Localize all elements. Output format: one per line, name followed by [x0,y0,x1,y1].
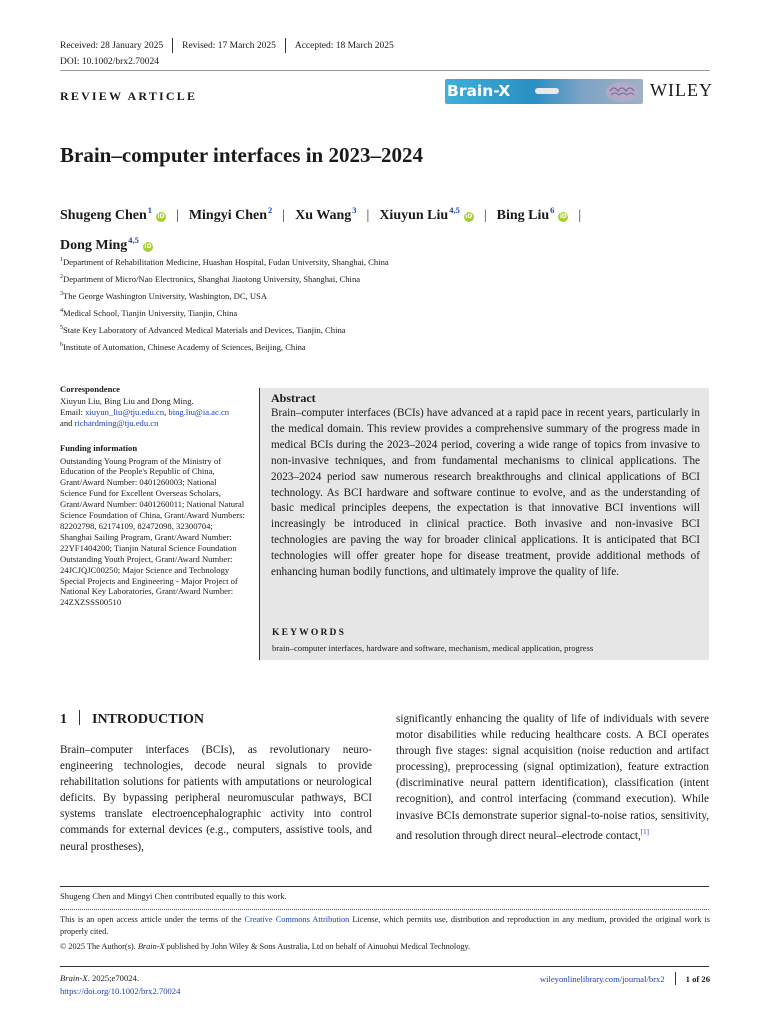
received-date: Received: 28 January 2025 [60,40,164,51]
divider [675,972,676,985]
keywords: brain–computer interfaces, hardware and software, mechanism, medical application, progress [272,643,594,653]
revised-date: Revised: 17 March 2025 [182,40,276,51]
affiliation: $^3$The George Washington University, Washington, DC, USA [60,291,268,301]
author[interactable]: Xiuyun Liu$^{4,5}$iD [379,205,473,223]
footer-citation: Brain-X. 2025;e70024. https://doi.org/10.1002/brx2.70024 [60,973,181,996]
intro-column-left: Brain–computer interfaces (BCIs), as revolutionary neuro-engineering technologies, decode neural signals to provide rehabilitation solutions for patients with amputations or neurological deficits. By bypassing peripheral neuromuscular pathways, BCI systems translate electroencephalographic activity into control commands for external devices (e.g., computers, assistive tools, and neural prostheses), [60,744,372,853]
author[interactable]: Xu Wang$^3$ [295,205,357,223]
orcid-icon[interactable]: iD [157,213,165,220]
orcid-icon[interactable]: iD [559,213,567,220]
copyright-note: © 2025 The Author(s). Brain-X published by John Wiley & Sons Australia, Ltd on behalf of Ainuohui Medical Technology. [60,942,471,951]
funding-text: Outstanding Young Program of the Ministry of Education of the People's Republic of China, Grant/Award Number: 0401260003; National Science Fund for Excellent Overseas Scholars, Grant/Award Number: 0401260011; National Natural Science Foundation of China, Grant/Award Numbers: 82202798, 62174109, 82472098, 32300704; Shanghai Sailing Program, Grant/Award Number: 22YF1404200; Tianjin Natural Science Foundation Outstanding Youth Project, Grant/Award Number: 24JCJQJC00250; Major Science and Technology Special Projects and Engineering - Major Project of National Key Laboratories, Grant/Award Number: 24ZXZSSS00510 [60,455,245,608]
footer-right [440,972,710,985]
affiliation: $^1$Department of Rehabilitation Medicine, Huashan Hospital, Fudan University, Shanghai, China [60,257,389,267]
email-link[interactable]: xiuyun_liu@tju.edu.cn [85,406,165,417]
article-dates [60,38,394,53]
page-number: 1 of 26 [685,973,710,984]
journal-site-link[interactable]: wileyonlinelibrary.com/journal/brx2 [539,973,665,984]
divider [285,38,286,53]
section-heading: 1 INTRODUCTION [60,712,205,727]
brain-icon [600,79,642,104]
license-note: This is an open access article under the terms of the Creative Commons Attribution License, which permits use, distribution and reproduction in any medium, provided the original work is properly cited. [60,915,710,936]
footnote-dotted-rule [60,909,709,910]
author[interactable]: Dong Ming$^{4,5}$iD [60,235,152,253]
funding-heading: Funding information [60,442,138,453]
journal-logo: Brain-X [447,82,511,100]
affiliation: $^5$State Key Laboratory of Advanced Medical Materials and Devices, Tianjin, China [60,325,346,335]
email-link[interactable]: richardming@tju.edu.cn [74,417,159,428]
author-list: Shugeng Chen$^1$iD | Mingyi Chen$^2$ | Xu Wang$^3$ | Xiuyun Liu$^{4,5}$iD | Bing Liu$^6$iD | Dong Ming$^{4,5}$iD [60,205,582,253]
correspondence-names: Xiuyun Liu, Bing Liu and Dong Ming. [60,395,194,406]
affiliation: $^2$Department of Micro/Nao Electronics, Shanghai Jiaotong University, Shanghai, China [60,274,361,284]
orcid-icon[interactable]: iD [144,243,152,250]
article-title: Brain–computer interfaces in 2023–2024 [60,143,423,167]
doi-link[interactable]: https://doi.org/10.1002/brx2.70024 [60,986,181,996]
header-rule [60,70,710,71]
publisher-logo: WILEY [650,80,713,100]
affiliation: $^4$Medical School, Tianjin University, Tianjin, China [60,308,238,318]
author[interactable]: Shugeng Chen$^1$iD [60,205,165,223]
journal-badge [535,88,559,94]
abstract-text: Brain–computer interfaces (BCIs) have advanced at a rapid pace in recent years, particularly in the medical domain. This review provides a comprehensive summary of the progress made in medical BCIs during the 2023–2024 period, covering a wide range of topics from invasive to non-invasive techniques, and from fundamental mechanisms to clinical applications. The 2023–2024 period saw numerous research breakthroughs and clinical applications of BCI technology. As BCI hardware and software continue to evolve, and as the understanding of basic medical principles deepens, the expectation is that innovative BCI inventions will increasingly be introduced in clinical practice. Both invasive and non-invasive BCI technologies are paving the way for broader clinical applications. It is anticipated that BCI technologies will offer greater hope for disease treatment, provide additional methods of enhancing human bodily functions, and ultimately improve the quality of life. [271,407,700,579]
affiliation: $^6$Institute of Automation, Chinese Academy of Sciences, Beijing, China [60,342,306,352]
accepted-date: Accepted: 18 March 2025 [294,40,394,51]
license-link[interactable]: Creative Commons Attribution [244,915,350,924]
author[interactable]: Mingyi Chen$^2$ [188,205,273,223]
sidebar [60,384,245,608]
email-link[interactable]: bing.liu@ia.ac.cn [168,406,230,417]
funding-section [60,443,245,609]
citation-link[interactable]: [1] [640,827,649,836]
intro-column-right: significantly enhancing the quality of life of individuals with severe motor disabilities while reducing healthcare costs. A BCI operates through five stages: signal acquisition (noise reduction and artifact processing), preprocessing (signal optimization), feature extraction (discriminative neural pattern identification), classification (intent recognition), and control interfacing (command execution). While invasive BCIs demonstrate superior signal-to-noise ratios, sensitivity, and resolution through direct neural–electrode contact,[1] [396,713,709,842]
footer-rule [60,966,709,967]
abstract-heading: Abstract [271,391,316,405]
keywords-heading: KEYWORDS [272,628,347,638]
equal-contribution-note: Shugeng Chen and Mingyi Chen contributed equally to this work. [60,891,287,901]
author[interactable]: Bing Liu$^6$iD [496,205,567,223]
affiliations [60,254,389,356]
correspondence-heading: Correspondence [60,384,120,394]
article-type: REVIEW ARTICLE [60,89,198,103]
correspondence-emails: Email: xiuyun_liu@tju.edu.cn, bing.liu@ia.ac.cn and richardming@tju.edu.cn [60,406,230,428]
abstract-rule [259,388,260,660]
abstract [271,391,700,581]
divider [172,38,173,53]
orcid-icon[interactable]: iD [465,213,473,220]
doi: DOI: 10.1002/brx2.70024 [60,57,159,67]
footnote-rule [60,886,709,887]
